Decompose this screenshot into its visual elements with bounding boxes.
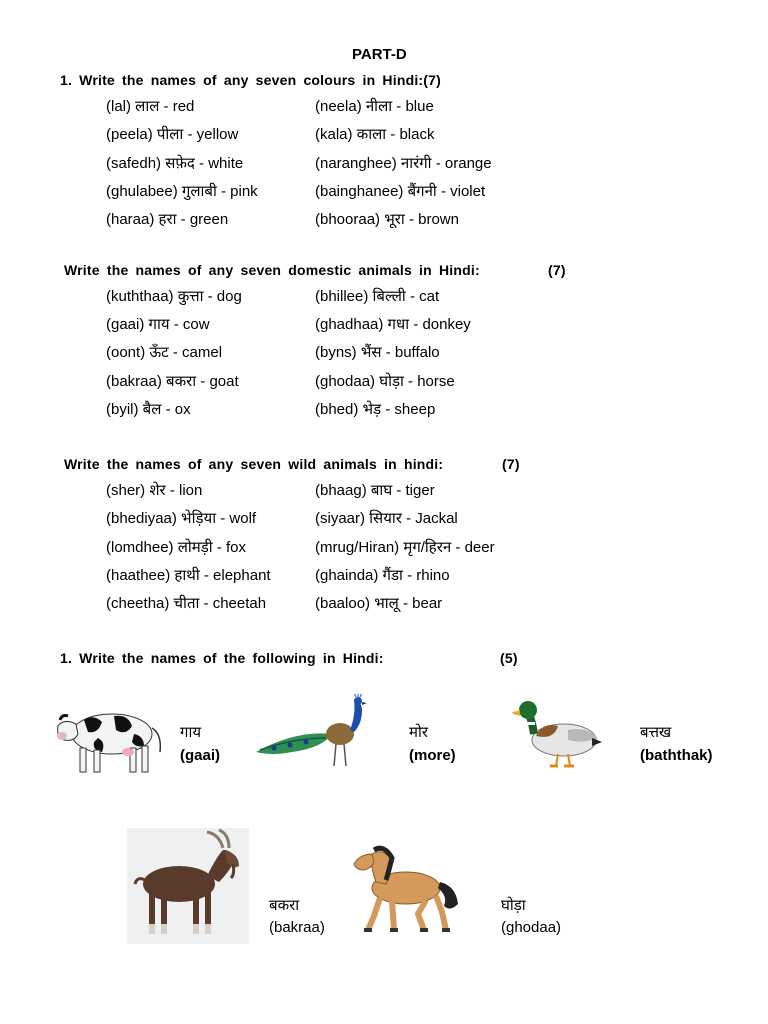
list-item: (bhed) भेड़ - sheep — [315, 401, 436, 418]
list-item: (ghodaa) घोड़ा - horse — [315, 373, 455, 390]
list-item: (mrug/Hiran) मृग/हिरन - deer — [315, 539, 495, 556]
section-colours-heading — [60, 72, 441, 88]
list-item: (oont) ऊँट - camel — [106, 344, 223, 361]
list-item: (bainghanee) बैंगनी - violet — [315, 183, 486, 200]
list-item: (haraa) हरा - green — [106, 211, 229, 228]
picture-hindi-duck: बत्तख — [640, 724, 672, 741]
picture-roman-cow: (gaai) — [180, 747, 221, 764]
list-item: (sher) शेर - lion — [106, 482, 203, 499]
list-item: (kuththaa) कुत्ता - dog — [106, 288, 242, 305]
list-item: (kala) काला - black — [315, 126, 435, 143]
list-item: (cheetha) चीता - cheetah — [106, 595, 267, 612]
section-domestic-marks: (7) — [548, 262, 566, 278]
section-colours-heading-text: 1. Write the names of any seven colours in Hindi: — [60, 72, 424, 88]
list-item: (byns) भैंस - buffalo — [315, 344, 440, 361]
list-item: (bhaag) बाघ - tiger — [315, 482, 435, 499]
page-title: PART-D — [352, 46, 407, 63]
list-item: (lal) लाल - red — [106, 98, 195, 115]
goat-icon — [127, 828, 249, 944]
section-pictures-heading: 1. Write the names of the following in Hindi: — [60, 650, 384, 666]
picture-roman-duck: (baththak) — [640, 747, 713, 764]
horse-icon — [350, 842, 466, 936]
section-pictures-marks: (5) — [500, 650, 518, 666]
list-item: (haathee) हाथी - elephant — [106, 567, 271, 584]
list-item: (bakraa) बकरा - goat — [106, 373, 239, 390]
picture-roman-peacock: (more) — [409, 747, 456, 764]
list-item: (byil) बैल - ox — [106, 401, 191, 418]
list-item: (bhooraa) भूरा - brown — [315, 211, 459, 228]
list-item: (neela) नीला - blue — [315, 98, 434, 115]
list-item: (gaai) गाय - cow — [106, 316, 210, 333]
picture-roman-horse: (ghodaa) — [501, 919, 562, 936]
list-item: (ghadhaa) गधा - donkey — [315, 316, 471, 333]
list-item: (peela) पीला - yellow — [106, 126, 239, 143]
picture-hindi-cow: गाय — [180, 724, 202, 741]
picture-roman-goat: (bakraa) — [269, 919, 325, 936]
section-colours-marks: (7) — [423, 72, 442, 88]
list-item: (bhillee) बिल्ली - cat — [315, 288, 440, 305]
peacock-icon — [250, 694, 370, 770]
picture-hindi-goat: बकरा — [269, 897, 300, 914]
list-item: (safedh) सफ़ेद - white — [106, 155, 244, 172]
picture-hindi-peacock: मोर — [409, 724, 428, 741]
cow-icon — [54, 694, 170, 778]
section-domestic-heading: Write the names of any seven domestic animals in Hindi: — [64, 262, 480, 278]
section-wild-marks: (7) — [502, 456, 520, 472]
list-item: (ghainda) गैंडा - rhino — [315, 567, 450, 584]
list-item: (bhediyaa) भेड़िया - wolf — [106, 510, 257, 527]
picture-hindi-horse: घोड़ा — [501, 897, 526, 914]
list-item: (lomdhee) लोमड़ी - fox — [106, 539, 246, 556]
list-item: (baaloo) भालू - bear — [315, 595, 443, 612]
list-item: (ghulabee) गुलाबी - pink — [106, 183, 258, 200]
list-item: (siyaar) सियार - Jackal — [315, 510, 458, 527]
section-wild-heading: Write the names of any seven wild animals in hindi: — [64, 456, 444, 472]
duck-icon — [512, 696, 604, 770]
list-item: (naranghee) नारंगी - orange — [315, 155, 492, 172]
